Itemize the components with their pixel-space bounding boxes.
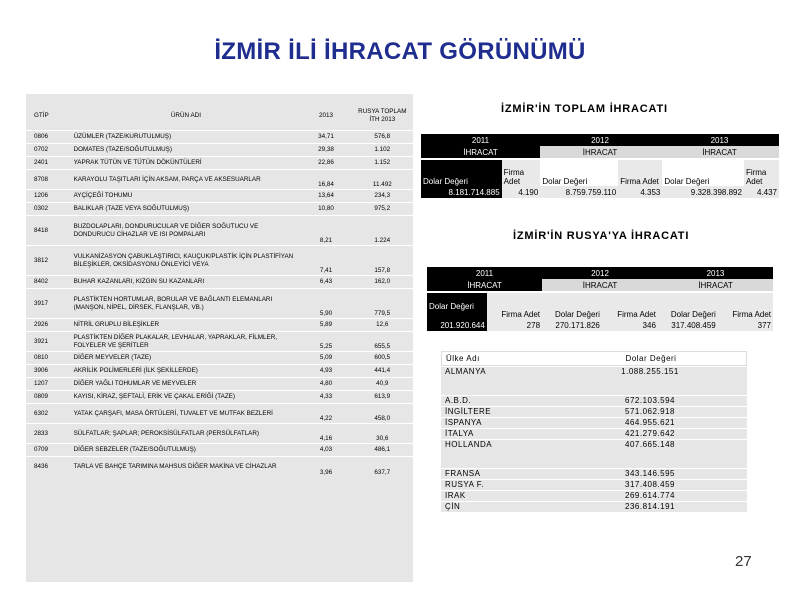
product-2013-value: 4,16	[300, 424, 351, 444]
product-russia-value: 600,5	[352, 352, 413, 365]
list-item	[441, 490, 747, 501]
total-firms-2012: 4.353	[618, 186, 662, 198]
product-russia-value: 1.102	[352, 144, 413, 157]
table-row	[26, 378, 413, 391]
total-firms-2011: 4.190	[502, 186, 541, 198]
product-2013-value: 34,71	[300, 131, 351, 144]
product-name: SÜLFATLAR; ŞAPLAR; PEROKSİSÜLFATLAR (PERSÜLFATLAR)	[72, 424, 301, 444]
list-item	[441, 439, 747, 468]
product-code: 8436	[26, 457, 72, 477]
product-russia-value: 655,5	[352, 332, 413, 352]
product-name: NİTRİL GRUPLU BİLEŞİKLER	[72, 319, 301, 332]
product-russia-value: 12,6	[352, 319, 413, 332]
product-name: BALIKLAR (TAZE VEYA SOĞUTULMUŞ)	[72, 203, 301, 216]
product-name: KAYISI, KİRAZ, ŞEFTALİ, ERİK VE ÇAKAL ERİĞİ (TAZE)	[72, 391, 301, 404]
product-2013-value: 3,96	[300, 457, 351, 477]
total-firm-label-2012: Firma Adet	[618, 160, 662, 186]
product-name: VULKANİZASYON ÇABUKLAŞTIRICI, KAUÇUK/PLASTİK İÇİN PLASTİFİYAN BİLEŞİKLER, OKSİDASYONU ÖNLEYİCİ VEYA	[72, 246, 301, 276]
russia-dollar-label-2013: Dolar Değeri	[658, 293, 718, 319]
product-code: 8708	[26, 170, 72, 190]
product-name: DİĞER YAĞLI TOHUMLAR VE MEYVELER	[72, 378, 301, 391]
country-value: 672.103.594	[625, 396, 675, 405]
product-code: 0809	[26, 391, 72, 404]
russia-exports-values	[427, 293, 773, 331]
product-russia-value: 1.224	[352, 216, 413, 246]
total-dollar-2013: 9.328.398.892	[662, 186, 744, 198]
list-item	[441, 479, 747, 490]
total-dollar-label-2011: Dolar Değeri	[421, 160, 502, 186]
product-table	[26, 94, 413, 477]
russia-year-2011: 2011	[475, 268, 494, 278]
table-row	[26, 276, 413, 289]
product-code: 6302	[26, 404, 72, 424]
russia-firm-label-2012: Firma Adet	[602, 293, 658, 319]
list-item	[441, 428, 747, 439]
russia-subheader-2013: İHRACAT	[658, 279, 773, 291]
product-russia-value: 157,8	[352, 246, 413, 276]
product-russia-value: 11.492	[352, 170, 413, 190]
product-2013-value: 10,80	[300, 203, 351, 216]
product-2013-value: 4,22	[300, 404, 351, 424]
product-code: 2833	[26, 424, 72, 444]
product-name: DOMATES (TAZE/SOĞUTULMUŞ)	[72, 144, 301, 157]
header-dollar-value: Dolar Değeri	[625, 354, 677, 363]
product-name: KARAYOLU TAŞITLARI İÇİN AKSAM, PARÇA VE AKSESUARLAR	[72, 170, 301, 190]
product-russia-value: 40,9	[352, 378, 413, 391]
russia-firm-label-2011: Firma Adet	[487, 293, 542, 319]
table-row	[26, 332, 413, 352]
country-value: 421.279.642	[625, 429, 675, 438]
product-name: ÜZÜMLER (TAZE/KURUTULMUŞ)	[72, 131, 301, 144]
product-code: 2926	[26, 319, 72, 332]
total-year-2012: 2012	[591, 135, 609, 145]
russia-dollar-label-2011: Dolar Değeri	[427, 293, 487, 319]
product-2013-value: 5,25	[300, 332, 351, 352]
table-row	[26, 457, 413, 477]
country-table	[441, 351, 747, 512]
total-exports-values	[421, 160, 779, 198]
product-2013-value: 16,84	[300, 170, 351, 190]
country-name: İNGİLTERE	[445, 407, 492, 416]
russia-firms-2011: 278	[487, 319, 542, 331]
country-name: A.B.D.	[445, 396, 472, 405]
total-dollar-label-2013: Dolar Değeri	[664, 177, 710, 186]
product-2013-value: 4,03	[300, 444, 351, 457]
table-row	[26, 352, 413, 365]
header-russia-total: RUSYA TOPLAM İTH 2013	[358, 108, 407, 123]
product-code: 0302	[26, 203, 72, 216]
russia-dollar-2011: 201.920.644	[427, 319, 487, 331]
product-2013-value: 29,38	[300, 144, 351, 157]
country-name: FRANSA	[445, 469, 481, 478]
total-dollar-label-2012: Dolar Değeri	[542, 177, 588, 186]
russia-firms-2013: 377	[718, 319, 773, 331]
country-table-header	[441, 351, 747, 366]
country-value: 317.408.459	[625, 480, 675, 489]
product-code: 3917	[26, 289, 72, 319]
product-name: YAPRAK TÜTÜN VE TÜTÜN DÖKÜNTÜLERİ	[72, 157, 301, 170]
product-russia-value: 234,3	[352, 190, 413, 203]
table-row	[26, 216, 413, 246]
product-russia-value: 486,1	[352, 444, 413, 457]
country-name: ALMANYA	[445, 367, 487, 376]
table-row	[26, 144, 413, 157]
product-name: DİĞER MEYVELER (TAZE)	[72, 352, 301, 365]
table-row	[26, 319, 413, 332]
product-table-panel	[26, 94, 413, 582]
table-row	[26, 203, 413, 216]
product-name: PLASTİKTEN HORTUMLAR, BORULAR VE BAĞLANTI ELEMANLARI (MANŞON, NİPEL, DİRSEK, FLANŞLAR, VB.)	[72, 289, 301, 319]
russia-subheader-2012: İHRACAT	[542, 279, 658, 291]
product-name: AYÇİÇEĞİ TOHUMU	[72, 190, 301, 203]
table-row	[26, 246, 413, 276]
product-2013-value: 5,09	[300, 352, 351, 365]
product-russia-value: 637,7	[352, 457, 413, 477]
header-country-name: Ülke Adı	[446, 354, 480, 363]
product-2013-value: 4,80	[300, 378, 351, 391]
product-code: 3812	[26, 246, 72, 276]
country-name: HOLLANDA	[445, 440, 493, 449]
total-firms-2013: 4.437	[744, 186, 779, 198]
product-2013-value: 22,86	[300, 157, 351, 170]
product-name: BUZDOLAPLARI, DONDURUCULAR VE DİĞER SOĞUTUCU VE DONDURUCU CİHAZLAR VE ISI POMPALARI	[72, 216, 301, 246]
product-russia-value: 576,8	[352, 131, 413, 144]
product-russia-value: 458,0	[352, 404, 413, 424]
header-product-name: ÜRÜN ADI	[170, 112, 201, 119]
product-russia-value: 162,0	[352, 276, 413, 289]
table-row	[26, 365, 413, 378]
country-name: ÇİN	[445, 502, 461, 511]
product-2013-value: 7,41	[300, 246, 351, 276]
product-table-body	[26, 131, 413, 477]
product-russia-value: 613,9	[352, 391, 413, 404]
product-name: AKRİLİK POLİMERLERİ (İLK ŞEKİLLERDE)	[72, 365, 301, 378]
header-2013: 2013	[318, 112, 333, 119]
country-value: 1.088.255.151	[621, 367, 679, 376]
product-name: TARLA VE BAHÇE TARIMINA MAHSUS DİĞER MAKİNA VE CİHAZLAR	[72, 457, 301, 477]
product-code: 8402	[26, 276, 72, 289]
country-name: RUSYA F.	[445, 480, 484, 489]
total-exports-title: İZMİR'İN TOPLAM İHRACATI	[501, 103, 668, 115]
russia-firm-label-2013: Firma Adet	[718, 293, 773, 319]
product-2013-value: 6,43	[300, 276, 351, 289]
product-name: PLASTİKTEN DİĞER PLAKALAR, LEVHALAR, YAPRAKLAR, FİLMLER, FOLYELER VE ŞERİTLER	[72, 332, 301, 352]
product-2013-value: 4,93	[300, 365, 351, 378]
country-name: İSPANYA	[445, 418, 482, 427]
product-code: 0709	[26, 444, 72, 457]
russia-year-2013: 2013	[706, 268, 725, 278]
russia-exports-table	[427, 267, 773, 291]
country-value: 571.062.918	[625, 407, 675, 416]
table-row	[26, 131, 413, 144]
table-row	[26, 157, 413, 170]
page-number: 27	[735, 553, 752, 570]
country-value: 464.955.621	[625, 418, 675, 427]
product-table-header	[26, 94, 413, 131]
list-item	[441, 406, 747, 417]
russia-exports-title: İZMİR'İN RUSYA'YA İHRACATI	[513, 230, 690, 242]
total-exports-table	[421, 134, 779, 158]
russia-dollar-2012: 270.171.826	[542, 319, 602, 331]
list-item	[441, 468, 747, 479]
slide-title: İZMİR İLİ İHRACAT GÖRÜNÜMÜ	[214, 38, 586, 65]
list-item	[441, 395, 747, 406]
russia-subheader-2011: İHRACAT	[427, 279, 542, 291]
product-code: 0810	[26, 352, 72, 365]
product-russia-value: 1.152	[352, 157, 413, 170]
product-code: 2401	[26, 157, 72, 170]
product-code: 3921	[26, 332, 72, 352]
total-dollar-2011: 8.181.714.885	[421, 186, 502, 198]
country-name: İTALYA	[445, 429, 474, 438]
total-firm-label-2013: Firma Adet	[744, 160, 779, 186]
table-row	[26, 170, 413, 190]
total-firm-label-2011: Firma Adet	[502, 160, 541, 186]
country-value: 407.665.148	[625, 440, 675, 449]
table-row	[26, 289, 413, 319]
product-2013-value: 4,33	[300, 391, 351, 404]
product-2013-value: 5,89	[300, 319, 351, 332]
table-row	[26, 424, 413, 444]
list-item	[441, 501, 747, 512]
country-name: IRAK	[445, 491, 466, 500]
country-value: 343.146.595	[625, 469, 675, 478]
russia-firms-2012: 346	[602, 319, 658, 331]
product-russia-value: 30,6	[352, 424, 413, 444]
product-code: 3906	[26, 365, 72, 378]
product-russia-value: 441,4	[352, 365, 413, 378]
product-name: BUHAR KAZANLARI, KIZGIN SU KAZANLARI	[72, 276, 301, 289]
table-row	[26, 444, 413, 457]
total-subheader-2013: İHRACAT	[660, 146, 779, 158]
russia-year-2012: 2012	[591, 268, 609, 278]
country-value: 236.814.191	[625, 502, 675, 511]
product-code: 0806	[26, 131, 72, 144]
product-russia-value: 975,2	[352, 203, 413, 216]
country-table-body	[441, 366, 747, 512]
russia-dollar-label-2012: Dolar Değeri	[542, 293, 602, 319]
product-russia-value: 779,5	[352, 289, 413, 319]
table-row	[26, 391, 413, 404]
total-dollar-2012: 8.759.759.110	[540, 186, 618, 198]
table-row	[26, 404, 413, 424]
country-value: 269.614.774	[625, 491, 675, 500]
list-item	[441, 417, 747, 428]
product-2013-value: 13,64	[300, 190, 351, 203]
total-year-2013: 2013	[710, 135, 729, 145]
header-gtip: GTİP	[34, 112, 49, 119]
total-subheader-2012: İHRACAT	[540, 146, 660, 158]
product-code: 1206	[26, 190, 72, 203]
product-2013-value: 8,21	[300, 216, 351, 246]
total-year-2011: 2011	[471, 135, 490, 145]
product-code: 1207	[26, 378, 72, 391]
total-subheader-2011: İHRACAT	[421, 146, 540, 158]
product-name: DİĞER SEBZELER (TAZE/SOĞUTULMUŞ)	[72, 444, 301, 457]
product-code: 0702	[26, 144, 72, 157]
product-name: YATAK ÇARŞAFI, MASA ÖRTÜLERİ, TUVALET VE MUTFAK BEZLERİ	[72, 404, 301, 424]
russia-dollar-2013: 317.408.459	[658, 319, 718, 331]
list-item	[441, 366, 747, 395]
table-row	[26, 190, 413, 203]
product-code: 8418	[26, 216, 72, 246]
product-2013-value: 5,90	[300, 289, 351, 319]
